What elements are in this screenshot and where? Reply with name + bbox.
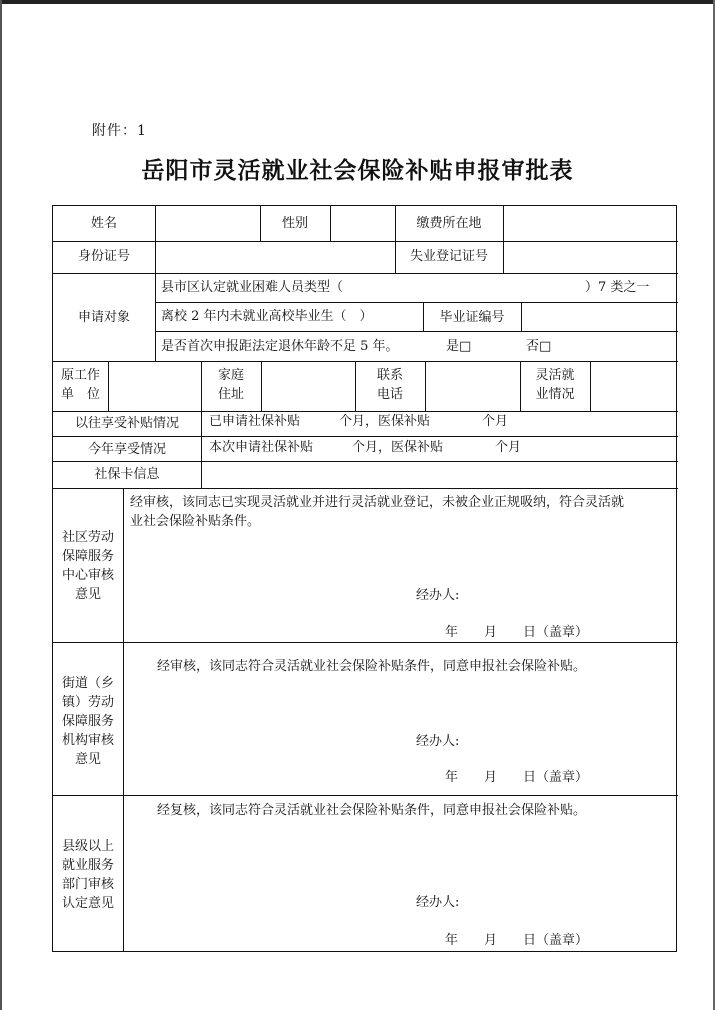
county-review-label	[53, 837, 123, 913]
community-review-label-line: 意见	[74, 587, 101, 602]
home-address-label-line2: 住址	[217, 387, 244, 402]
row-divider	[155, 302, 678, 303]
phone-label	[355, 366, 425, 404]
row-divider	[53, 411, 678, 412]
row-divider	[53, 273, 678, 274]
name-label: 姓名	[90, 216, 117, 231]
community-opinion-line2: 业社会保险补贴条件。	[130, 514, 261, 529]
col-divider	[108, 361, 109, 411]
applicant-type-label: 申请对象	[77, 310, 130, 325]
former-employer-label-line1: 原工作	[60, 368, 100, 383]
col-divider	[521, 302, 522, 331]
attachment-label: 附件：1	[92, 123, 147, 139]
first-declaration-text: 是否首次申报距法定退休年龄不足 5 年。	[161, 339, 399, 354]
county-handler: 经办人:	[416, 895, 460, 910]
community-review-label-line: 中心审核	[61, 568, 114, 583]
flexible-employment-label	[520, 366, 590, 404]
former-employer-label-line2: 单 位	[60, 387, 100, 402]
past-subsidy-text: 已申请社保补贴 个月，医保补贴 个月	[209, 414, 509, 429]
community-review-label	[53, 528, 123, 604]
flexible-employment-label-line1: 灵活就	[535, 368, 575, 383]
row-divider	[53, 436, 678, 437]
home-address-label	[201, 366, 261, 404]
street-handler: 经办人:	[416, 734, 460, 749]
community-handler: 经办人:	[416, 588, 460, 603]
this-year-subsidy-text: 本次申请社保补贴 个月，医保补贴 个月	[209, 440, 522, 455]
home-address-label-line1: 家庭	[217, 368, 244, 383]
street-review-label	[53, 674, 123, 769]
community-review-label-line: 保障服务	[61, 549, 114, 564]
county-date-stamp: 年 月 日（盖章）	[445, 933, 589, 948]
county-review-label-line: 部门审核	[61, 877, 114, 892]
street-opinion-line1: 经审核，该同志符合灵活就业社会保险补贴条件，同意申报社会保险补贴。	[157, 659, 587, 674]
col-divider	[155, 206, 156, 361]
county-review-label-line: 就业服务	[61, 858, 114, 873]
unemployment-cert-label: 失业登记证号	[409, 249, 488, 264]
no-checkbox-label: 否□	[526, 339, 552, 354]
street-review-label-line: 保障服务	[61, 714, 114, 729]
col-divider	[123, 488, 124, 951]
row-divider	[53, 795, 678, 796]
county-review-label-line: 认定意见	[61, 896, 114, 911]
col-divider	[201, 411, 202, 488]
street-review-label-line: 街道（乡	[61, 676, 114, 691]
scan-edge-top	[0, 0, 715, 4]
community-review-label-line: 社区劳动	[61, 530, 114, 545]
payment-location-label: 缴费所在地	[416, 216, 482, 231]
row-divider	[53, 241, 678, 242]
this-year-subsidy-label: 今年享受情况	[87, 442, 166, 457]
county-opinion-line1: 经复核，该同志符合灵活就业社会保险补贴条件，同意申报社会保险补贴。	[157, 803, 587, 818]
seven-categories-text: ）7 类之一	[585, 280, 650, 295]
row-divider	[53, 361, 678, 362]
col-divider	[590, 361, 591, 411]
id-number-label: 身份证号	[77, 249, 130, 264]
col-divider	[261, 361, 262, 411]
graduate-text: 离校 2 年内未就业高校毕业生（ ）	[161, 309, 373, 324]
row-divider	[53, 461, 678, 462]
row-divider	[53, 488, 678, 489]
street-review-label-line: 机构审核	[61, 733, 114, 748]
hard-to-employ-type-text: 县市区认定就业困难人员类型（	[161, 280, 344, 295]
former-employer-label	[53, 366, 108, 404]
col-divider	[425, 361, 426, 411]
street-review-label-line: 意见	[74, 752, 101, 767]
row-divider	[53, 642, 678, 643]
street-review-label-line: 镇）劳动	[61, 695, 114, 710]
street-date-stamp: 年 月 日（盖章）	[445, 770, 589, 785]
col-divider	[503, 206, 504, 273]
col-divider	[330, 206, 331, 241]
application-form-table	[52, 205, 677, 952]
gender-label: 性别	[281, 216, 308, 231]
past-subsidy-label: 以往享受补贴情况	[74, 416, 179, 431]
row-divider	[155, 331, 678, 332]
community-date-stamp: 年 月 日（盖章）	[445, 625, 589, 640]
community-opinion-line1: 经审核，该同志已实现灵活就业并进行灵活就业登记，未被企业正规吸纳，符合灵活就	[130, 495, 625, 510]
county-review-label-line: 县级以上	[61, 839, 114, 854]
flexible-employment-label-line2: 业情况	[535, 387, 575, 402]
social-card-label: 社保卡信息	[94, 467, 160, 482]
form-title: 岳阳市灵活就业社会保险补贴申报审批表	[141, 157, 574, 184]
diploma-number-label: 毕业证编号	[439, 310, 505, 325]
phone-label-line1: 联系	[376, 368, 403, 383]
phone-label-line2: 电话	[376, 387, 403, 402]
yes-checkbox-label: 是□	[446, 339, 472, 354]
